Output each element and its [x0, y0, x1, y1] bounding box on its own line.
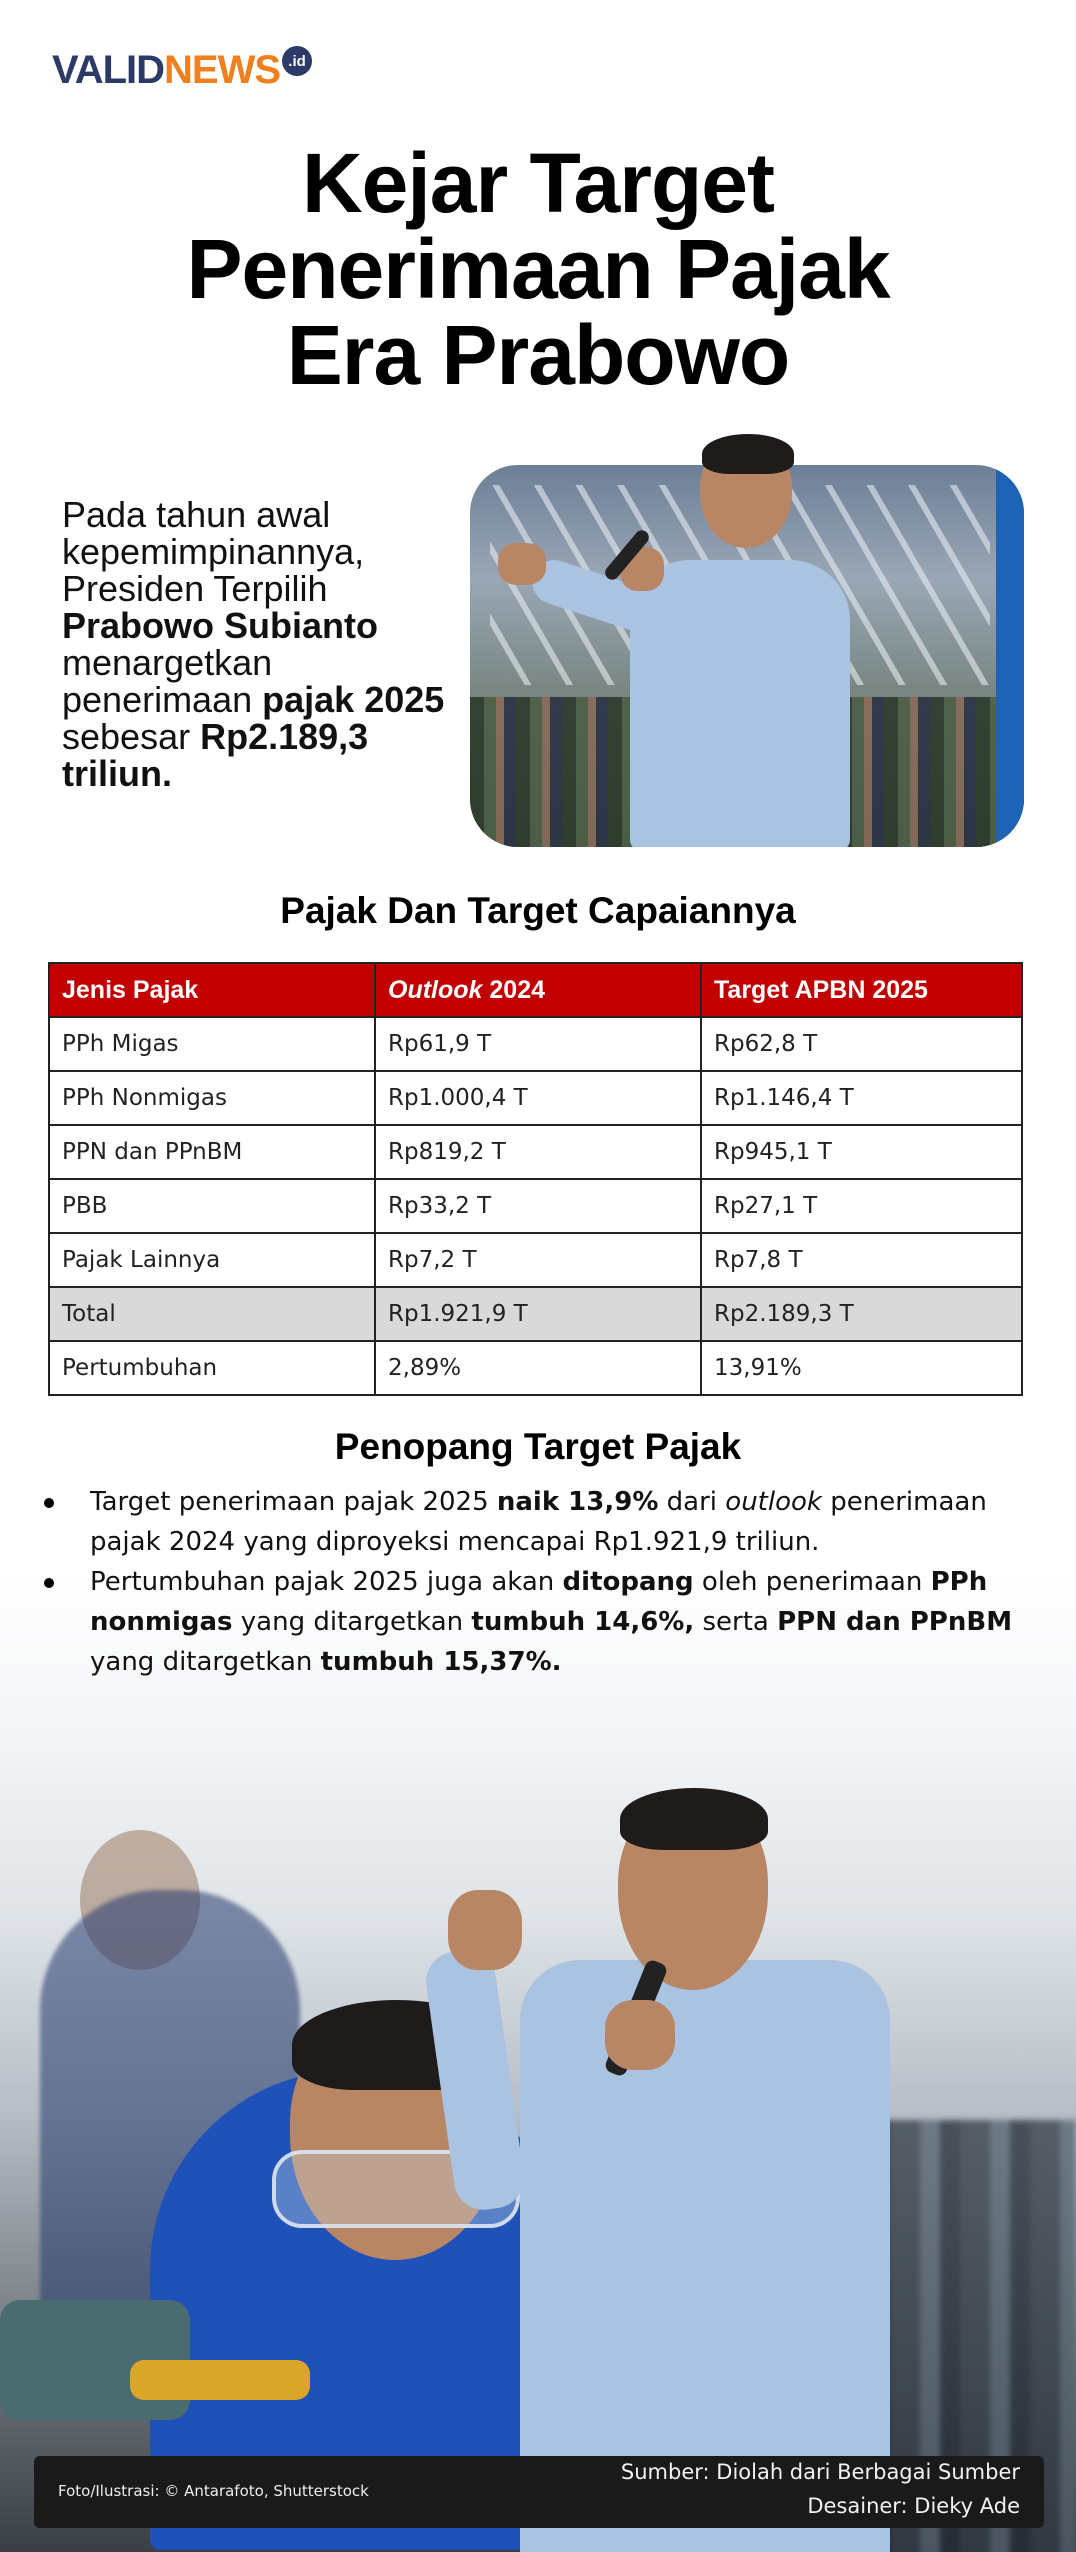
- cell-target: Rp945,1 T: [701, 1125, 1022, 1179]
- logo-badge: .id: [282, 46, 312, 76]
- table-row: [49, 1179, 1022, 1233]
- bullet-icon: [44, 1578, 54, 1588]
- table-header-row: [49, 963, 1022, 1017]
- raised-fist: [448, 1890, 522, 1970]
- header-outlook-2024: Outlook 2024: [375, 963, 701, 1017]
- header-jenis-pajak: Jenis Pajak: [49, 963, 375, 1017]
- table-row: [49, 1125, 1022, 1179]
- source-note: Sumber: Diolah dari Berbagai Sumber: [620, 2460, 1020, 2484]
- cell-jenis: Total: [49, 1287, 375, 1341]
- cell-outlook: Rp1.921,9 T: [375, 1287, 701, 1341]
- bullet-icon: [44, 1498, 54, 1508]
- title-line-3: Era Prabowo: [286, 308, 790, 402]
- footer-bar: [34, 2456, 1044, 2528]
- prabowo-hair: [620, 1788, 768, 1850]
- list-item: Pertumbuhan pajak 2025 juga akan ditopang oleh penerimaan PPh nonmigas yang ditargetkan tumbuh 14,6%, serta PPN dan PPnBM yang ditargetkan tumbuh 15,37%.: [40, 1562, 1020, 1682]
- cell-target: Rp27,1 T: [701, 1179, 1022, 1233]
- mic-hand: [605, 2000, 675, 2070]
- cell-target: Rp62,8 T: [701, 1017, 1022, 1071]
- cell-outlook: Rp1.000,4 T: [375, 1071, 701, 1125]
- cell-outlook: Rp33,2 T: [375, 1179, 701, 1233]
- penopang-title: Penopang Target Pajak: [334, 1426, 742, 1467]
- table-row: [49, 1233, 1022, 1287]
- cell-jenis: PPh Nonmigas: [49, 1071, 375, 1125]
- cell-jenis: PPN dan PPnBM: [49, 1125, 375, 1179]
- list-item: Target penerimaan pajak 2025 naik 13,9% dari outlook penerimaan pajak 2024 yang diproyeksi mencapai Rp1.921,9 triliun.: [40, 1482, 1020, 1562]
- cell-target: Rp7,8 T: [701, 1233, 1022, 1287]
- blue-banner: [996, 465, 1024, 847]
- cell-outlook: 2,89%: [375, 1341, 701, 1395]
- cell-jenis: PBB: [49, 1179, 375, 1233]
- speaker-hair: [702, 434, 794, 474]
- workers-and-prabowo-photo: [0, 1570, 1076, 2552]
- table-row-total: [49, 1287, 1022, 1341]
- title-line-1: Kejar Target: [302, 136, 774, 230]
- cell-outlook: Rp819,2 T: [375, 1125, 701, 1179]
- cell-jenis: Pertumbuhan: [49, 1341, 375, 1395]
- cell-target: Rp2.189,3 T: [701, 1287, 1022, 1341]
- penopang-bullets: [40, 1482, 1020, 1682]
- table-title: Pajak Dan Target Capaiannya: [280, 890, 796, 931]
- cell-outlook: Rp7,2 T: [375, 1233, 701, 1287]
- cell-jenis: PPh Migas: [49, 1017, 375, 1071]
- cell-target: Rp1.146,4 T: [701, 1071, 1022, 1125]
- validnews-logo[interactable]: [52, 48, 312, 93]
- designer-credit: Desainer: Dieky Ade: [807, 2494, 1020, 2518]
- photo-credit: Foto/Ilustrasi: © Antarafoto, Shutterstock: [58, 2482, 369, 2500]
- tax-target-table: [48, 962, 1023, 1396]
- welder-glove: [130, 2360, 310, 2400]
- speaker-hand: [498, 543, 546, 585]
- table-row: [49, 1071, 1022, 1125]
- logo-text: VALIDNEWS: [52, 48, 281, 92]
- cell-target: 13,91%: [701, 1341, 1022, 1395]
- intro-paragraph: Pada tahun awal kepemimpinannya, Presiden Terpilih Prabowo Subianto menargetkan penerimaan pajak 2025 sebesar Rp2.189,3 triliun.: [62, 494, 445, 794]
- header-target-apbn-2025: Target APBN 2025: [701, 963, 1022, 1017]
- cell-outlook: Rp61,9 T: [375, 1017, 701, 1071]
- cell-jenis: Pajak Lainnya: [49, 1233, 375, 1287]
- table-row: [49, 1017, 1022, 1071]
- title-line-2: Penerimaan Pajak: [186, 222, 890, 316]
- table-row-growth: [49, 1341, 1022, 1395]
- page-title: [60, 136, 1016, 402]
